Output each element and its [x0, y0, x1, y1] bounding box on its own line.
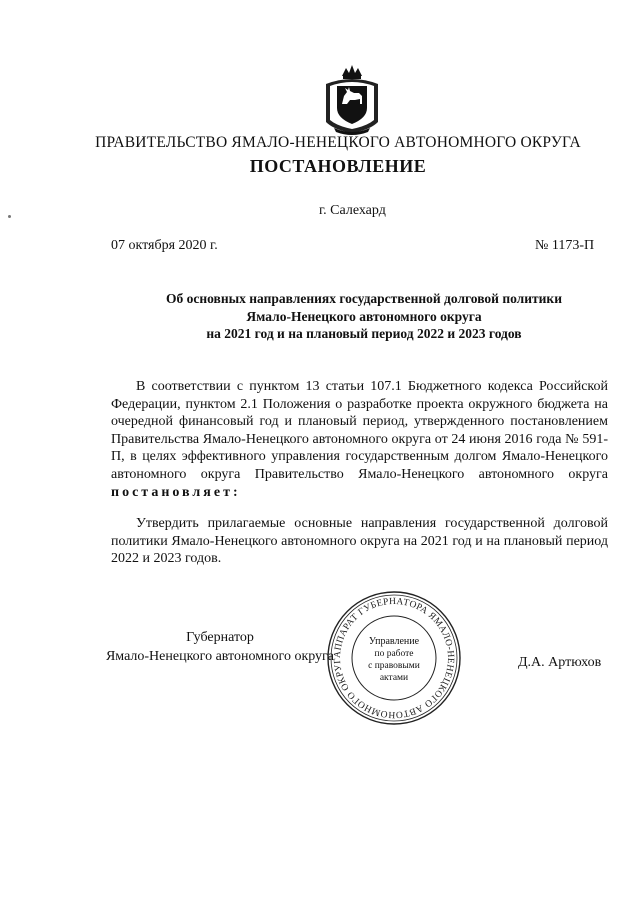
decree-word: постановляет: [111, 484, 241, 500]
document-type: ПОСТАНОВЛЕНИЕ [249, 156, 427, 176]
preamble-paragraph [111, 378, 608, 501]
coat-of-arms-icon [320, 62, 384, 136]
stamp-center-line-1: Управление [368, 636, 420, 647]
title-line-2: Ямало-Ненецкого автономного округа [246, 308, 482, 324]
preamble-text: В соответствии с пунктом 13 статьи 107.1 Бюджетного кодекса Российской Федерации, пунктом 2.1 Положения о разработке проекта окружного бюджета на очередной финансовый год и плановый период, утвержденного постановлением Правительства Ямало-Ненецкого автономного округа от 24 июня 2016 года № 591-П, в целях эффективного управления государственным долгом Ямало-Ненецкого автономного округа Правительство Ямало-Ненецкого автономного округа [111, 379, 608, 482]
document-title [120, 290, 608, 343]
document-number: № 1173-П [535, 238, 595, 253]
signer-position-line-2: Ямало-Ненецкого автономного округа [105, 649, 335, 664]
signer-position-line-1: Губернатор [186, 630, 254, 645]
official-stamp [326, 590, 462, 726]
title-line-1: Об основных направлениях государственной долговой политики [165, 291, 562, 306]
signer-position [100, 628, 340, 666]
stamp-center-line-2: по работе [374, 649, 414, 659]
organization-name: ПРАВИТЕЛЬСТВО ЯМАЛО-НЕНЕЦКОГО АВТОНОМНОГО ОКРУГА [95, 134, 581, 151]
stamp-center-line-4: актами [379, 673, 409, 683]
signer-name: Д.А. Артюхов [518, 655, 602, 670]
title-line-3: на 2021 год и на плановый период 2022 и 2023 годов [206, 326, 522, 341]
stamp-center-line-3: с правовыми [368, 661, 420, 671]
city: г. Салехард [319, 203, 386, 218]
document-date: 07 октября 2020 г. [111, 238, 218, 253]
resolution-paragraph: Утвердить прилагаемые основные направления государственной долговой политики Ямало-Ненецкого автономного округа на 2021 год и на плановый период 2022 и 2023 годов. [111, 516, 608, 567]
stamp-ring-text: АППАРАТ ГУБЕРНАТОРА ЯМАЛО-НЕНЕЦКОГО АВТОНОМНОГО ОКРУГ [332, 596, 456, 720]
margin-dot [8, 215, 11, 218]
